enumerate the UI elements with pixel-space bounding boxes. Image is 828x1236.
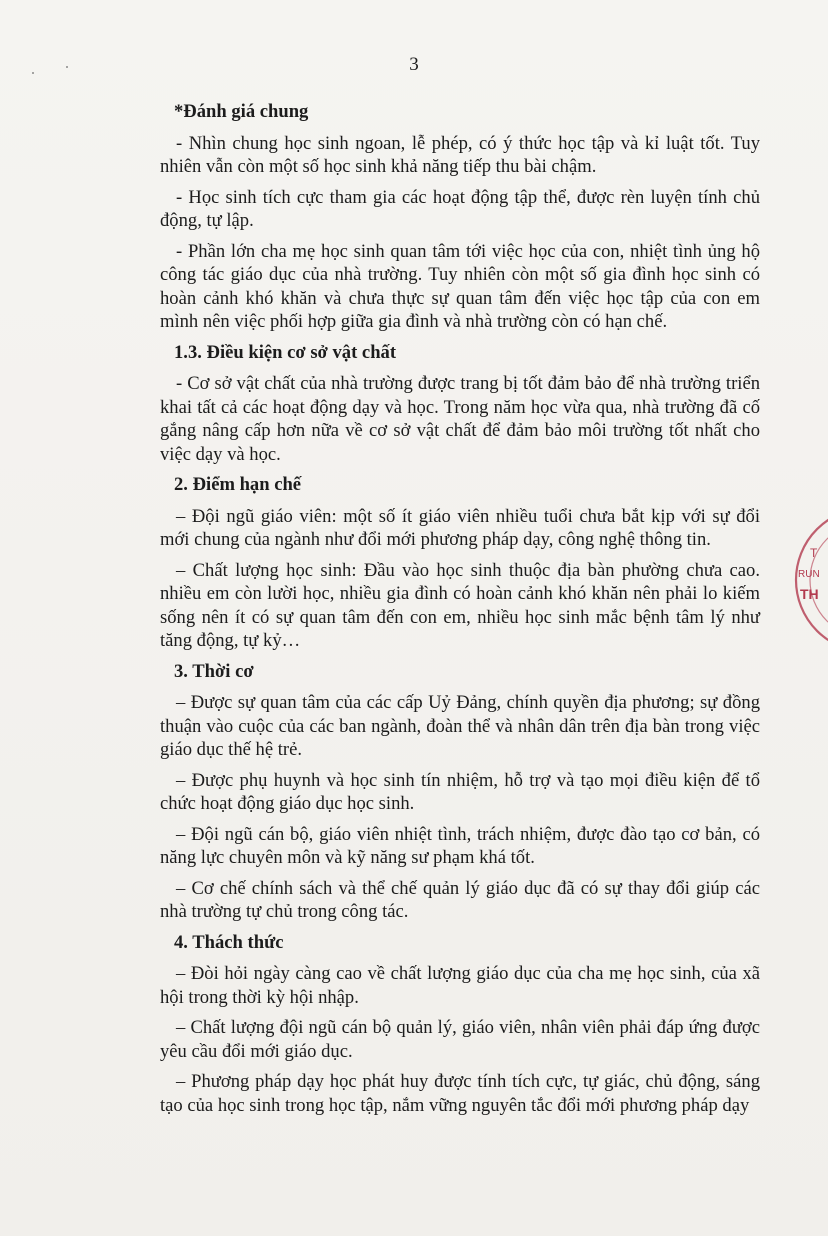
stamp-text: RUN (798, 569, 820, 580)
paragraph: – Đội ngũ cán bộ, giáo viên nhiệt tình, trách nhiệm, được đào tạo cơ bản, có năng lực chuyên môn và kỹ năng sư phạm khá tốt. (160, 823, 760, 868)
section-heading: *Đánh giá chung (174, 101, 309, 122)
paragraph: - Học sinh tích cực tham gia các hoạt động tập thể, được rèn luyện tính chủ động, tự lập. (160, 186, 760, 231)
section-heading: 1.3. Điều kiện cơ sở vật chất (174, 341, 397, 363)
section-heading: 4. Thách thức (174, 931, 284, 953)
paragraph: – Đòi hỏi ngày càng cao về chất lượng giáo dục của cha mẹ học sinh, của xã hội trong thời kỳ hội nhập. (160, 963, 760, 1008)
paragraph: - Nhìn chung học sinh ngoan, lễ phép, có ý thức học tập và kỉ luật tốt. Tuy nhiên vẫn còn một số học sinh khả năng tiếp thu bài chậm. (160, 132, 760, 177)
paragraph: – Được phụ huynh và học sinh tín nhiệm, hỗ trợ và tạo mọi điều kiện để tổ chức hoạt động giáo dục học sinh. (160, 769, 760, 814)
paragraph: – Phương pháp dạy học phát huy được tính tích cực, tự giác, chủ động, sáng tạo của học sinh trong học tập, nắm vững nguyên tắc đổi mới phương pháp dạy (160, 1071, 760, 1116)
paragraph: – Được sự quan tâm của các cấp Uỷ Đảng, chính quyền địa phương; sự đồng thuận vào cuộc của các ban ngành, đoàn thể và nhân dân trên địa bàn trong việc giáo dục thế hệ trẻ. (160, 692, 760, 760)
document-body (160, 100, 760, 1124)
official-stamp (788, 495, 828, 665)
stamp-text: T (810, 546, 818, 560)
paragraph: - Phần lớn cha mẹ học sinh quan tâm tới việc học của con, nhiệt tình ủng hộ công tác giáo dục của nhà trường. Tuy nhiên còn một số gia đình học sinh có hoàn cảnh khó khăn và chưa thực sự quan tâm đến việc học tập của con em mình nên việc phối hợp giữa gia đình và nhà trường còn có hạn chế. (160, 240, 760, 332)
paragraph: – Cơ chế chính sách và thể chế quản lý giáo dục đã có sự thay đổi giúp các nhà trường tự chủ trong công tác. (160, 877, 760, 922)
section-heading: 3. Thời cơ (174, 660, 254, 682)
section-heading: 2. Điểm hạn chế (174, 474, 302, 495)
paragraph: - Cơ sở vật chất của nhà trường được trang bị tốt đảm bảo để nhà trường triển khai tất cả các hoạt động dạy và học. Trong năm học vừa qua, nhà trường đã cố gắng nâng cấp hơn nữa về cơ sở vật chất để đảm bảo môi trường tốt nhất cho việc dạy và học. (160, 373, 760, 465)
paragraph: – Chất lượng học sinh: Đầu vào học sinh thuộc địa bàn phường chưa cao. nhiều em còn lười học, nhiều gia đình có hoàn cảnh khó khăn nên phải lo kiếm sống nên ít có sự quan tâm đến con em, nhiều học sinh mắc bệnh tâm lý như tăng động, tự kỷ… (160, 559, 760, 651)
paragraph: – Chất lượng đội ngũ cán bộ quản lý, giáo viên, nhân viên phải đáp ứng được yêu cầu đổi mới giáo dục. (160, 1017, 760, 1062)
stamp-text: TH (800, 586, 819, 602)
page-number: 3 (409, 54, 419, 75)
paragraph: – Đội ngũ giáo viên: một số ít giáo viên nhiều tuổi chưa bắt kịp với sự đổi mới chung của ngành như đổi mới phương pháp dạy, công nghệ thông tin. (160, 505, 760, 550)
